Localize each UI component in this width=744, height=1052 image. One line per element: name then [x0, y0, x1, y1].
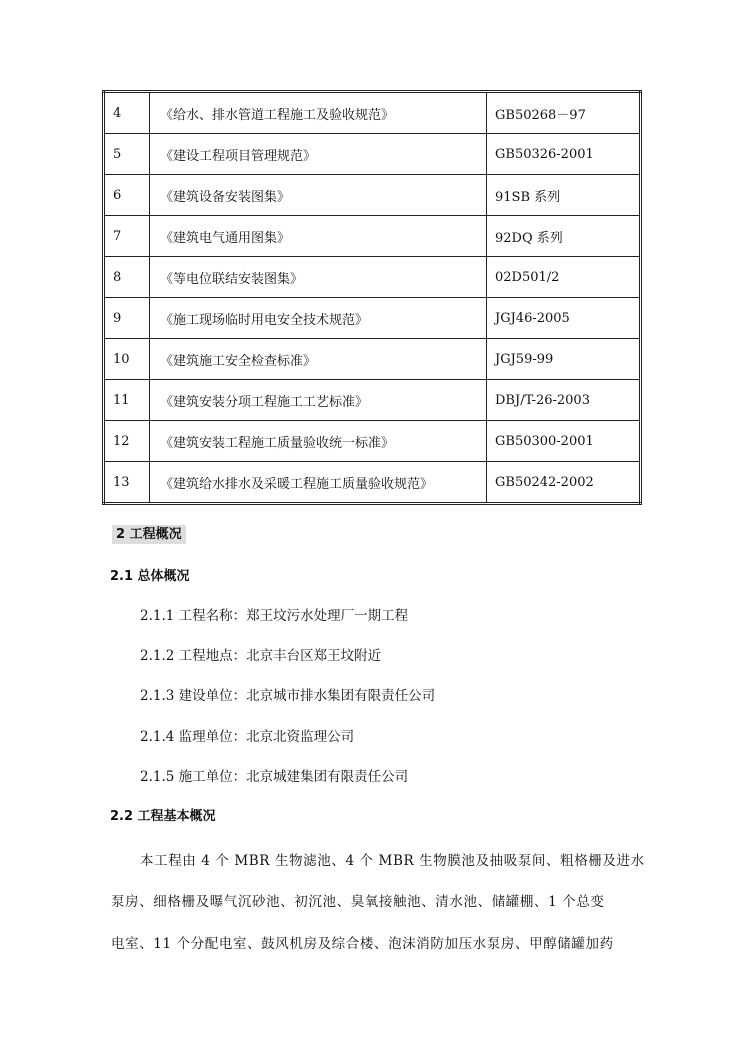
standard-title: 《建筑设备安装图集》 [150, 175, 487, 216]
standard-code: 92DQ 系列 [487, 216, 641, 257]
standard-title: 《等电位联结安装图集》 [150, 257, 487, 298]
info-item: 2.1.2 工程地点：北京丰台区郑王坟附近 [140, 648, 382, 664]
table-row [104, 257, 641, 298]
table-row [104, 134, 641, 175]
standard-title: 《建筑给水排水及采暖工程施工质量验收规范》 [150, 462, 487, 504]
standard-title: 《施工现场临时用电安全技术规范》 [150, 298, 487, 339]
standard-code: GB50326-2001 [487, 134, 641, 175]
row-number: 11 [104, 380, 150, 421]
standard-code: DBJ/T-26-2003 [487, 380, 641, 421]
table-row [104, 175, 641, 216]
table-row [104, 462, 641, 504]
row-number: 4 [104, 92, 150, 134]
row-number: 7 [104, 216, 150, 257]
row-number: 12 [104, 421, 150, 462]
info-item: 2.1.5 施工单位：北京城建集团有限责任公司 [140, 769, 409, 785]
standard-title: 《建设工程项目管理规范》 [150, 134, 487, 175]
table-row [104, 92, 641, 134]
info-item: 2.1.3 建设单位：北京城市排水集团有限责任公司 [140, 688, 436, 704]
standard-code: GB50300-2001 [487, 421, 641, 462]
standard-title: 《建筑安装工程施工质量验收统一标准》 [150, 421, 487, 462]
info-item: 2.1.4 监理单位：北京北资监理公司 [140, 729, 355, 745]
table-row [104, 298, 641, 339]
row-number: 10 [104, 339, 150, 380]
standard-code: JGJ46-2005 [487, 298, 641, 339]
section-heading [112, 523, 186, 542]
subsection-heading: 2.2 工程基本概况 [110, 809, 216, 824]
standard-code: GB50242-2002 [487, 462, 641, 504]
table-row [104, 421, 641, 462]
standards-table [102, 90, 642, 505]
standard-title: 《建筑施工安全检查标准》 [150, 339, 487, 380]
table-row [104, 380, 641, 421]
info-item: 2.1.1 工程名称：郑王坟污水处理厂一期工程 [140, 608, 409, 624]
paragraph-line: 泵房、细格栅及曝气沉砂池、初沉池、臭氧接触池、清水池、储罐棚、1 个总变 [111, 894, 605, 910]
standard-title: 《建筑电气通用图集》 [150, 216, 487, 257]
paragraph-line: 本工程由 4 个 MBR 生物滤池、4 个 MBR 生物膜池及抽吸泵间、粗格栅及进水 [140, 853, 645, 869]
section-heading-text: 2 工程概况 [112, 525, 186, 544]
table-row [104, 216, 641, 257]
standard-title: 《建筑安装分项工程施工工艺标准》 [150, 380, 487, 421]
row-number: 9 [104, 298, 150, 339]
standard-title: 《给水、排水管道工程施工及验收规范》 [150, 92, 487, 134]
standard-code: JGJ59-99 [487, 339, 641, 380]
row-number: 8 [104, 257, 150, 298]
standard-code: 91SB 系列 [487, 175, 641, 216]
row-number: 6 [104, 175, 150, 216]
subsection-heading: 2.1 总体概况 [110, 569, 190, 584]
paragraph-line: 电室、11 个分配电室、鼓风机房及综合楼、泡沫消防加压水泵房、甲醇储罐加药 [111, 936, 614, 952]
row-number: 13 [104, 462, 150, 504]
standard-code: GB50268－97 [487, 92, 641, 134]
table-row [104, 339, 641, 380]
row-number: 5 [104, 134, 150, 175]
standard-code: 02D501/2 [487, 257, 641, 298]
